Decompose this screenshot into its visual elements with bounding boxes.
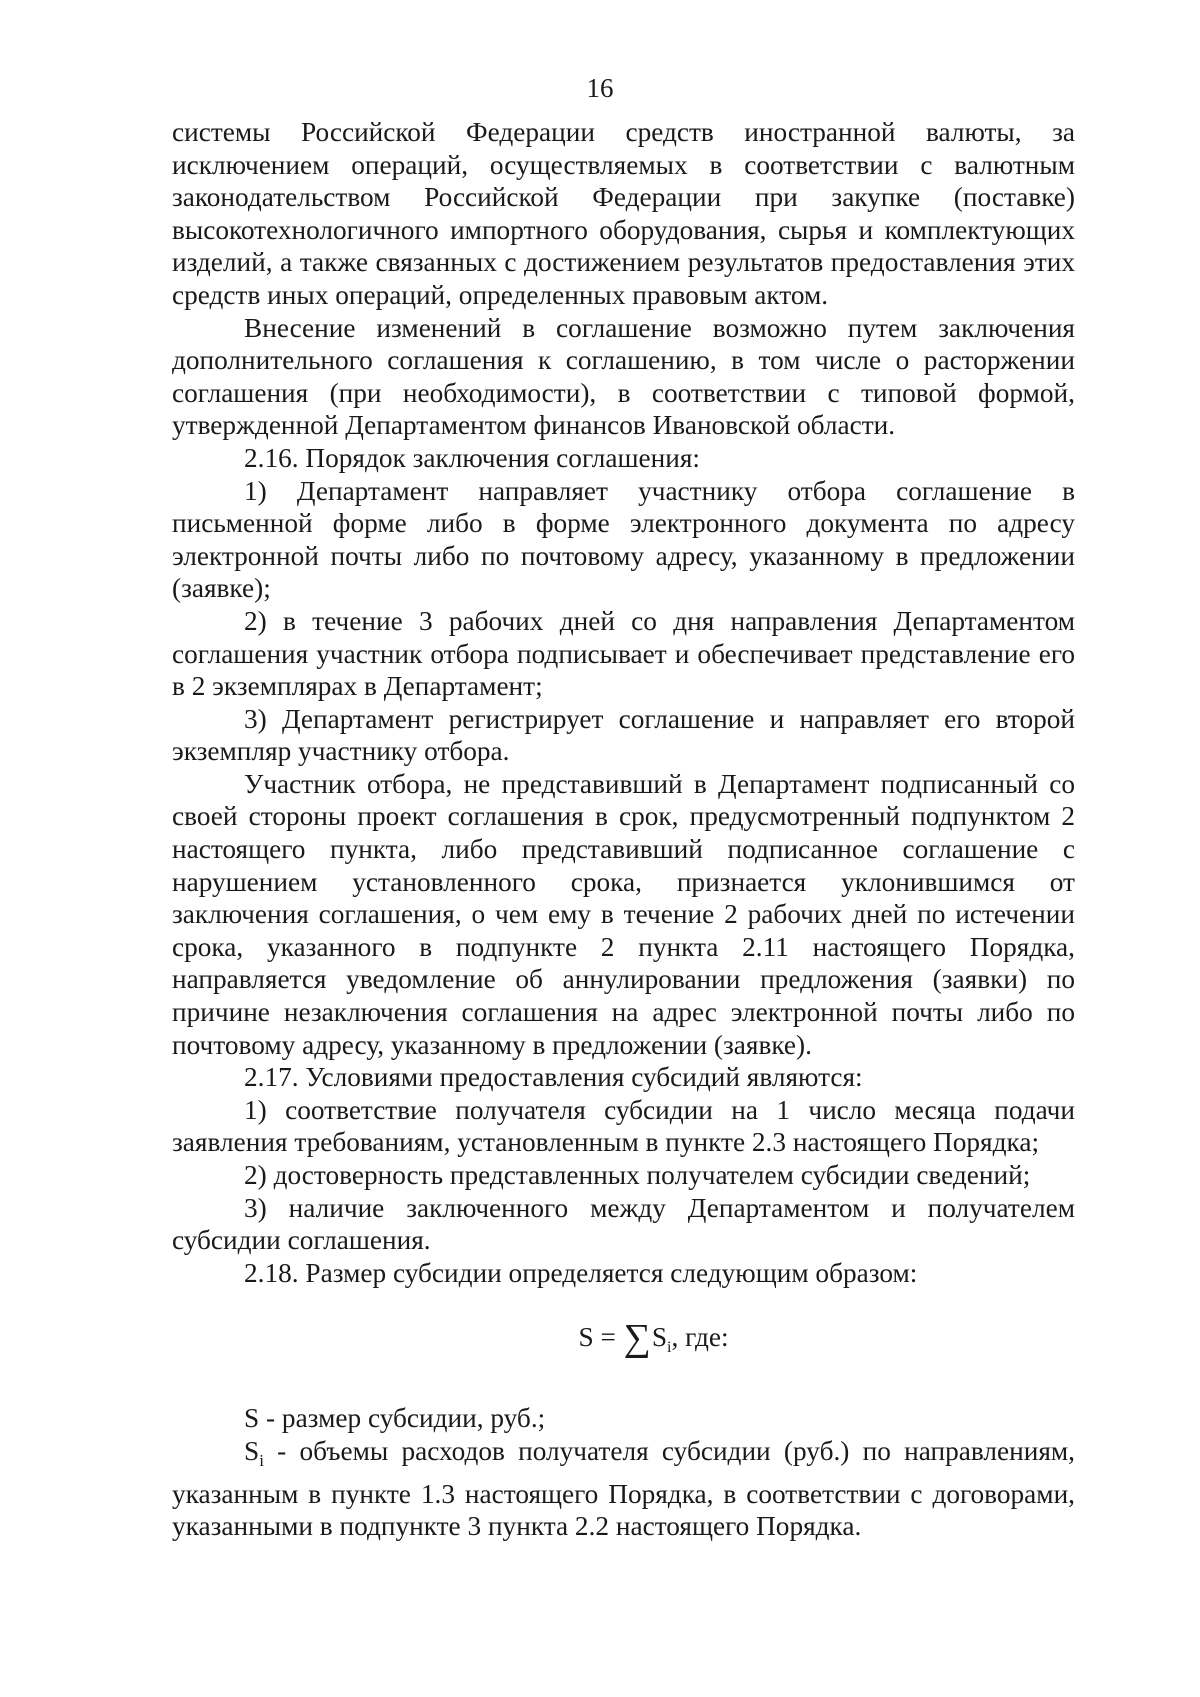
formula-subscript: i (667, 1339, 672, 1357)
clause-2-16-item-1: 1) Департамент направляет участнику отбора соглашение в письменной форме либо в форме электронного документа по адресу электронной почты либо по почтовому адресу, указанному в предложении (заявке); (172, 475, 1075, 604)
paragraph-continuation: системы Российской Федерации средств иностранной валюты, за исключением операций, осуществляемых в соответствии с валютным законодательством Российской Федерации при закупке (поставке) высокотехнологичного импортного оборудования, сырья и комплектующих изделий, а также связанных с достижением результатов предоставления этих средств иных операций, определенных правовым актом. (172, 117, 1075, 310)
document-body (172, 116, 1075, 1543)
definition-si-subscript: i (259, 1450, 264, 1470)
formula-lhs: S (578, 1322, 594, 1353)
formula-tail: , где: (671, 1322, 729, 1353)
definition-si-symbol: S (244, 1435, 260, 1466)
clause-2-17-item-2: 2) достоверность представленных получателем субсидии сведений; (244, 1160, 1031, 1190)
paragraph-evasion: Участник отбора, не представивший в Департамент подписанный со своей стороны проект соглашения в срок, предусмотренный подпунктом 2 настоящего пункта, либо представивший подписанное соглашение с нарушением установленного срока, признается уклонившимся от заключения соглашения, о чем ему в течение 2 рабочих дней по истечении срока, указанного в подпункте 2 пункта 2.11 настоящего Порядка, направляется уведомление об аннулировании предложения (заявки) по причине незаключения соглашения на адрес электронной почты либо по почтовому адресу, указанному в предложении (заявке). (172, 768, 1075, 1060)
clause-2-16-item-3: 3) Департамент регистрирует соглашение и направляет его второй экземпляр участнику отбора. (172, 703, 1075, 767)
clause-2-16-heading: 2.16. Порядок заключения соглашения: (244, 442, 700, 473)
definition-s: S - размер субсидии, руб.; (244, 1403, 546, 1434)
formula-equals: = (600, 1322, 616, 1353)
definition-si (172, 1435, 1075, 1543)
clause-2-18-heading: 2.18. Размер субсидии определяется следующим образом: (244, 1257, 918, 1288)
clause-2-17-item-3: 3) наличие заключенного между Департаментом и получателем субсидии соглашения. (172, 1192, 1075, 1256)
page-number: 16 (586, 73, 614, 103)
clause-2-17-heading: 2.17. Условиями предоставления субсидий являются: (244, 1062, 863, 1093)
formula-term: S (651, 1322, 667, 1353)
definition-si-text: - объемы расходов получателя субсидии (руб.) по направлениям, указанным в пункте 1.3 настоящего Порядка, в соответствии с договорами, указанными в подпункте 3 пункта 2.2 настоящего Порядка. (172, 1435, 1075, 1542)
sum-symbol: ∑ (623, 1317, 651, 1360)
clause-2-17-item-1: 1) соответствие получателя субсидии на 1 число месяца подачи заявления требованиям, установленным в пункте 2.3 настоящего Порядка; (172, 1094, 1075, 1158)
subsidy-formula (172, 1317, 1075, 1368)
clause-2-16-item-2: 2) в течение 3 рабочих дней со дня направления Департаментом соглашения участник отбора подписывает и обеспечивает представление его в 2 экземплярах в Департамент; (172, 605, 1075, 702)
paragraph-amendments: Внесение изменений в соглашение возможно путем заключения дополнительного соглашения к соглашению, в том числе о расторжении соглашения (при необходимости), в соответствии с типовой формой, утвержденной Департаментом финансов Ивановской области. (172, 312, 1075, 441)
